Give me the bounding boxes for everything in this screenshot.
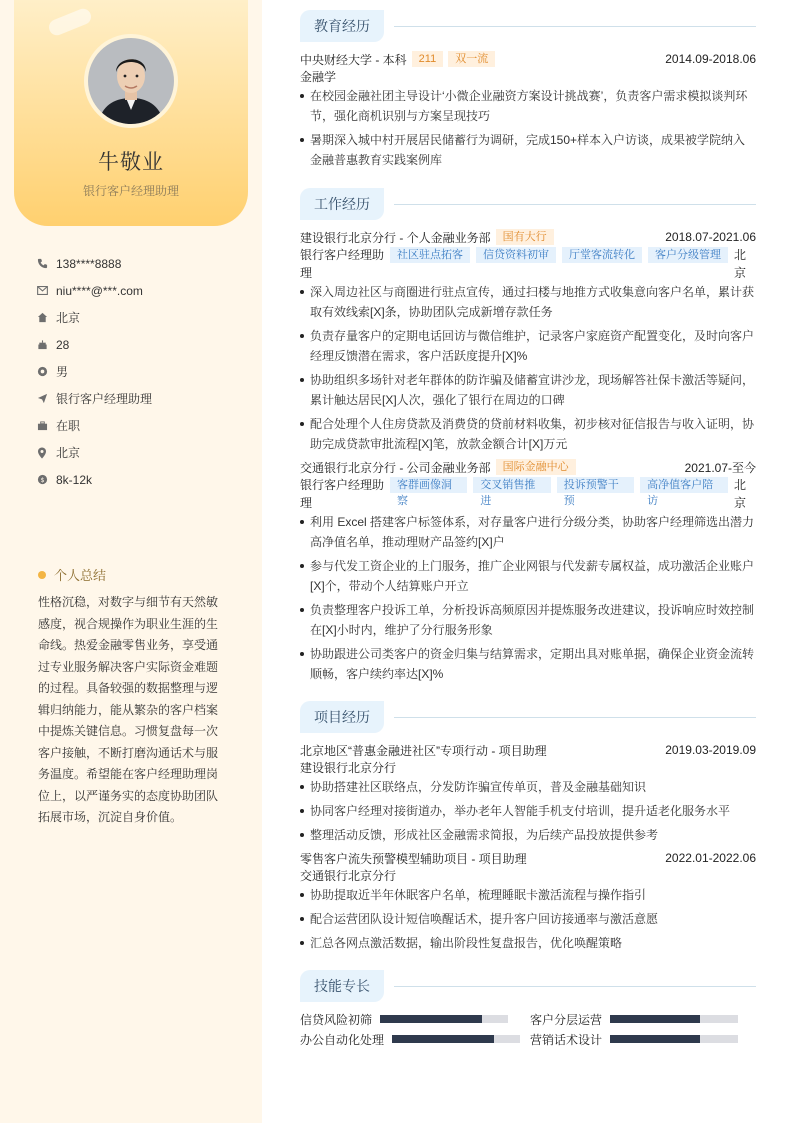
education-date: 2014.09-2018.06	[665, 52, 756, 66]
skill-name: 办公自动化处理	[300, 1032, 385, 1047]
employer-tag: 国际金融中心	[496, 459, 576, 475]
bullet-dot-icon	[38, 571, 46, 579]
project-org: 建设银行北京分行	[300, 761, 397, 775]
school-tag: 双一流	[448, 51, 495, 67]
project-name: 北京地区“普惠金融进社区”专项行动 - 项目助理	[300, 743, 547, 758]
location-text: 北京	[56, 446, 81, 460]
work-city: 北京	[734, 478, 747, 510]
list-item: 协助跟进公司类客户的资金归集与结算需求，定期出具对账单据，确保企业资金流转顺畅，客户续约率达[X]%	[300, 644, 756, 684]
list-item: 参与代发工资企业的上门服务，推广企业网银与代发薪专属权益，成功激活企业账户[X]个，带动个人结算账户开立	[300, 556, 756, 596]
skill-level-fill	[610, 1035, 700, 1043]
cake-icon	[36, 339, 48, 351]
job-role: 银行客户经理助理	[300, 478, 385, 510]
summary-text: 性格沉稳，对数字与细节有天然敏感度，视合规操作为职业生涯的生命线。热爱金融零售业务，享受通过专业服务解决客户实际资金难题的过程。具备较强的数据整理与逻辑归纳能力，能从繁杂的客户档案中提炼关键信息。习惯复盘每一次客户接触，不断打磨沟通话术与服务温度。希望能在客户经理助理岗位上，以严谨务实的态度协助团队拓展市场，沉淀自身价值。	[38, 595, 219, 824]
education-bullets	[300, 86, 756, 170]
contact-status	[36, 412, 246, 439]
list-item: 协助组织多场针对老年群体的防诈骗及储蓄宣讲沙龙，现场解答社保卡激活等疑问，累计触达居民[X]人次，强化了银行在周边的口碑	[300, 370, 756, 410]
skill-level-bar	[610, 1015, 738, 1023]
section-divider	[394, 986, 756, 987]
send-icon	[36, 393, 48, 405]
contact-email	[36, 277, 246, 304]
work-date: 2018.07-2021.06	[665, 230, 756, 244]
contact-salary	[36, 466, 246, 493]
work-bullets	[300, 282, 756, 454]
skill-level-bar	[610, 1035, 738, 1043]
location-icon	[36, 447, 48, 459]
skill-item	[300, 1030, 530, 1048]
contact-list	[36, 250, 246, 493]
skill-tag: 信贷资料初审	[476, 247, 556, 263]
project-entry	[300, 741, 756, 845]
project-org: 交通银行北京分行	[300, 869, 397, 883]
mail-icon	[36, 285, 48, 297]
list-item: 配合运营团队设计短信唤醒话术，提升客户回访接通率与激活意愿	[300, 909, 756, 929]
work-entry	[300, 458, 756, 684]
job-role: 银行客户经理助理	[300, 248, 385, 280]
decorative-pill	[47, 6, 94, 37]
phone-icon	[36, 258, 48, 270]
candidate-name: 牛敬业	[98, 151, 164, 174]
employer-tag: 国有大行	[496, 229, 554, 245]
list-item: 协同客户经理对接街道办，举办老年人智能手机支付培训，提升适老化服务水平	[300, 801, 756, 821]
skill-level-fill	[380, 1015, 482, 1023]
project-entry-head	[300, 741, 756, 759]
project-entry-head	[300, 849, 756, 867]
contact-phone	[36, 250, 246, 277]
salary-text: 8k-12k	[56, 472, 93, 487]
section-divider	[394, 204, 756, 205]
gender-icon	[36, 366, 48, 378]
education-section	[300, 10, 756, 174]
briefcase-icon	[36, 420, 48, 432]
svg-text:$: $	[39, 475, 45, 484]
skills-grid	[300, 1010, 756, 1048]
contact-home	[36, 304, 246, 331]
project-date: 2019.03-2019.09	[665, 743, 756, 757]
skill-level-fill	[392, 1035, 494, 1043]
project-bullets	[300, 885, 756, 953]
skill-tag: 高净值客户陪访	[640, 477, 728, 493]
skill-item	[300, 1010, 530, 1028]
section-title: 技能专长	[300, 970, 384, 1002]
list-item: 配合处理个人住房贷款及消费贷的贷前材料收集，初步核对征信报告与收入证明，协助完成贷款审批流程[X]笔，放款金额合计[X]万元	[300, 414, 756, 454]
summary-title: 个人总结	[54, 568, 107, 583]
avatar	[88, 38, 174, 124]
project-date: 2022.01-2022.06	[665, 851, 756, 865]
section-title: 教育经历	[300, 10, 384, 42]
summary-heading	[38, 565, 106, 584]
skill-level-bar	[380, 1015, 508, 1023]
home-text: 北京	[56, 311, 81, 325]
work-entry	[300, 228, 756, 454]
skill-name: 信贷风险初筛	[300, 1012, 373, 1027]
skill-tag: 客群画像洞察	[390, 477, 467, 493]
skill-tag: 客户分级管理	[648, 247, 728, 263]
list-item: 协助搭建社区联络点，分发防诈骗宣传单页，普及金融基础知识	[300, 777, 756, 797]
skill-tag: 交叉销售推进	[473, 477, 550, 493]
age-text: 28	[56, 337, 70, 352]
work-entry-head	[300, 458, 756, 476]
contact-position	[36, 385, 246, 412]
candidate-title: 银行客户经理助理	[82, 184, 179, 198]
project-entry	[300, 849, 756, 953]
skills-header	[300, 970, 756, 1002]
skills-section	[300, 970, 756, 1048]
education-entry-head	[300, 50, 756, 68]
contact-gender	[36, 358, 246, 385]
list-item: 协助提取近半年休眠客户名单，梳理睡眠卡激活流程与操作指引	[300, 885, 756, 905]
sidebar	[0, 0, 262, 1123]
list-item: 整理活动反馈，形成社区金融需求简报，为后续产品投放提供参考	[300, 825, 756, 845]
skill-name: 营销话术设计	[530, 1032, 603, 1047]
contact-location	[36, 439, 246, 466]
work-header	[300, 188, 756, 220]
skill-level-fill	[610, 1015, 700, 1023]
role-row	[300, 476, 756, 512]
salary-icon	[36, 474, 48, 486]
work-entry-head	[300, 228, 756, 246]
skill-name: 客户分层运营	[530, 1012, 603, 1027]
section-title: 工作经历	[300, 188, 384, 220]
education-header	[300, 10, 756, 42]
list-item: 汇总各网点激活数据，输出阶段性复盘报告，优化唤醒策略	[300, 933, 756, 953]
gender-text: 男	[56, 365, 69, 379]
school-tag: 211	[412, 51, 444, 67]
work-bullets	[300, 512, 756, 684]
skill-level-bar	[392, 1035, 520, 1043]
project-name: 零售客户流失预警模型辅助项目 - 项目助理	[300, 851, 527, 866]
email-text: niu****@***.com	[56, 283, 143, 298]
phone-text: 138****8888	[56, 256, 122, 271]
section-divider	[394, 717, 756, 718]
section-divider	[394, 26, 756, 27]
skill-item	[530, 1030, 756, 1048]
skill-tag: 社区驻点拓客	[390, 247, 470, 263]
work-section	[300, 188, 756, 688]
list-item: 利用 Excel 搭建客户标签体系，对存量客户进行分级分类，协助客户经理筛选出潜力高净值名单，推动理财产品签约[X]户	[300, 512, 756, 552]
employer: 建设银行北京分行 - 个人金融业务部	[300, 230, 491, 245]
home-icon	[36, 312, 48, 324]
contact-age	[36, 331, 246, 358]
employer: 交通银行北京分行 - 公司金融业务部	[300, 460, 491, 475]
skill-tag: 投诉预警干预	[557, 477, 634, 493]
list-item: 在校园金融社团主导设计‘小微企业融资方案设计挑战赛’，负责客户需求模拟谈判环节，强化商机识别与方案呈现技巧	[300, 86, 756, 126]
role-row	[300, 246, 756, 282]
list-item: 深入周边社区与商圈进行驻点宣传，通过扫楼与地推方式收集意向客户名单，累计获取有效线索[X]条，协助团队完成新增存款任务	[300, 282, 756, 322]
work-city: 北京	[734, 248, 747, 280]
skill-tag: 厅堂客流转化	[562, 247, 642, 263]
list-item: 负责整理客户投诉工单，分析投诉高频原因并提炼服务改进建议，投诉响应时效控制在[X]小时内，维护了分行服务形象	[300, 600, 756, 640]
avatar-ring	[84, 34, 178, 128]
projects-header	[300, 701, 756, 733]
skill-item	[530, 1010, 756, 1028]
project-bullets	[300, 777, 756, 845]
position-text: 银行客户经理助理	[56, 392, 153, 406]
list-item: 负责存量客户的定期电话回访与微信维护，记录客户家庭资产配置变化，及时向客户经理反馈潜在需求，客户活跃度提升[X]%	[300, 326, 756, 366]
section-title: 项目经历	[300, 701, 384, 733]
major: 金融学	[300, 70, 337, 84]
projects-section	[300, 701, 756, 957]
status-text: 在职	[56, 419, 81, 433]
school-name: 中央财经大学 - 本科	[300, 52, 407, 67]
list-item: 暑期深入城中村开展居民储蓄行为调研，完成150+样本入户访谈，成果被学院纳入金融普惠教育实践案例库	[300, 130, 756, 170]
work-date: 2021.07-至今	[684, 460, 756, 475]
